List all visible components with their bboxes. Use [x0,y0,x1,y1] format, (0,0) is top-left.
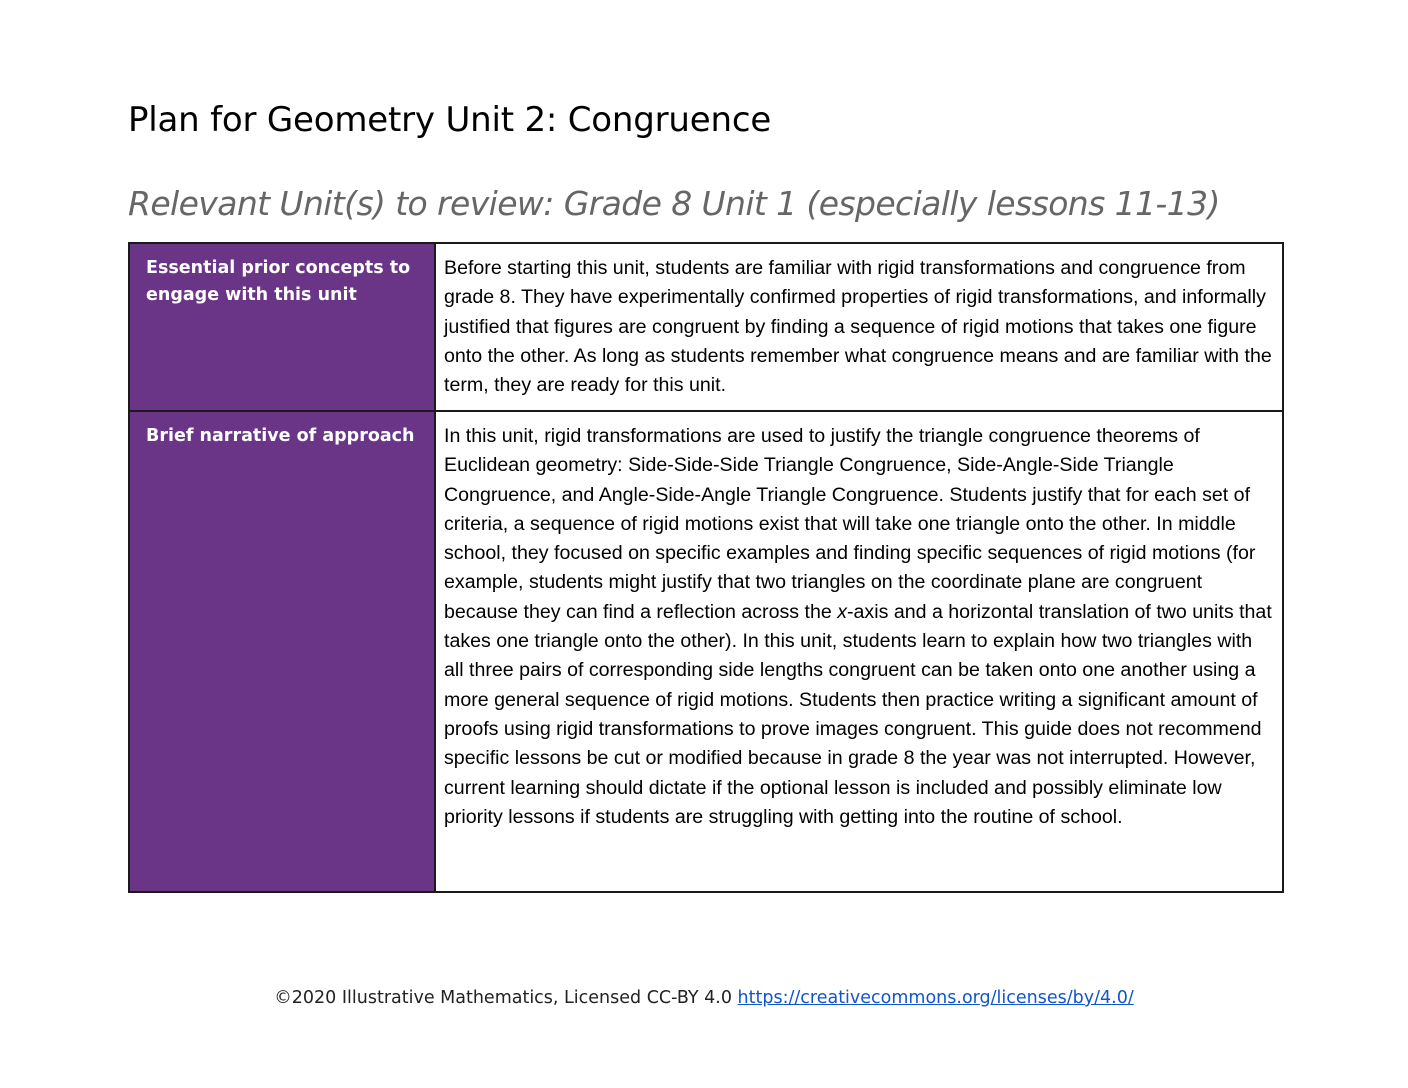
narrative-text-part-2: -axis and a horizontal translation of two units that takes one triangle onto the other). In this unit, students learn to explain how two triangles with all three pairs of corresponding side lengths congruent can be taken onto one another using a more general sequence of rigid motions. Students then practice writing a significant amount of proofs using rigid transformations to prove images congruent. This guide does not recommend specific lessons be cut or modified because in grade 8 the year was not interrupted. However, current learning should dictate if the optional lesson is included and possibly eliminate low priority lessons if students are struggling with getting into the routine of school. [444,600,1272,828]
license-link[interactable]: https://creativecommons.org/licenses/by/4.0/ [737,988,1134,1008]
row-label-prior-concepts: Essential prior concepts to engage with this unit [129,243,435,411]
row-label-narrative: Brief narrative of approach [129,411,435,892]
table-row [129,411,1283,892]
narrative-italic-x: x [837,600,847,623]
page-title: Plan for Geometry Unit 2: Congruence [128,100,772,140]
plan-table [128,242,1284,893]
page-footer [0,984,1408,1012]
row-content-prior-concepts: Before starting this unit, students are familiar with rigid transformations and congruence from grade 8. They have experimentally confirmed properties of rigid transformations, and informally justified that figures are congruent by finding a sequence of rigid motions that takes one figure onto the other. As long as students remember what congruence means and are familiar with the term, they are ready for this unit. [435,243,1283,411]
narrative-text-part-1: In this unit, rigid transformations are used to justify the triangle congruence theorems of Euclidean geometry: Side-Side-Side Triangle Congruence, Side-Angle-Side Triangle Congruence, and Angle-Side-Angle Triangle Congruence. Students justify that for each set of criteria, a sequence of rigid motions exist that will take one triangle onto the other. In middle school, they focused on specific examples and finding specific sequences of rigid motions (for example, students might justify that two triangles on the coordinate plane are congruent because they can find a reflection across the [444,425,1256,623]
page-subtitle: Relevant Unit(s) to review: Grade 8 Unit 1 (especially lessons 11-13) [128,184,1220,223]
copyright-text: ©2020 Illustrative Mathematics, Licensed CC-BY 4.0 [274,988,732,1008]
table-row [129,243,1283,411]
row-content-narrative [435,411,1283,892]
